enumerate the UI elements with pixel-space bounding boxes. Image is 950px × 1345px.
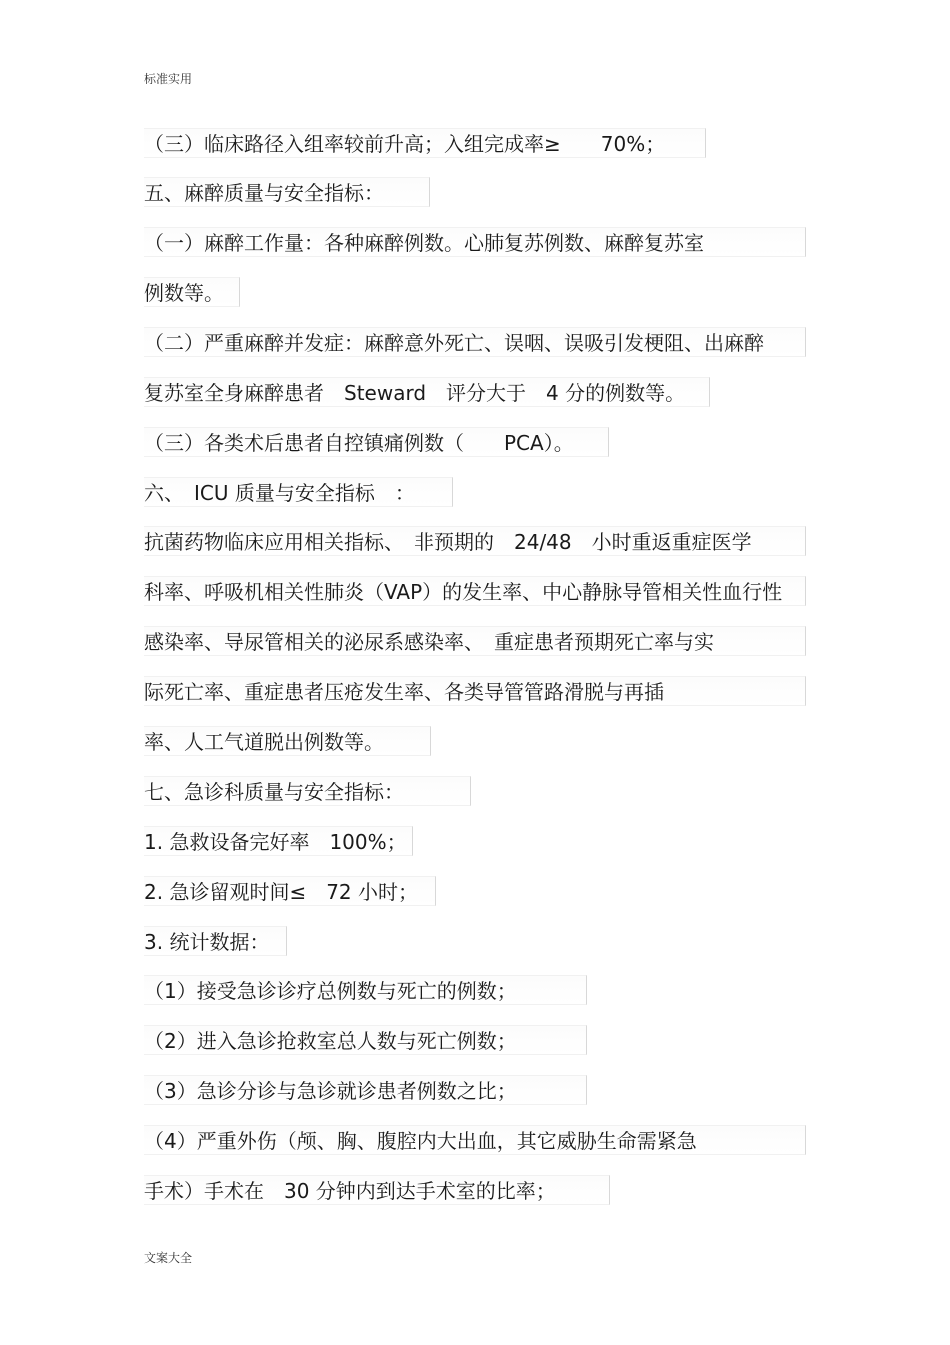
doc-line: 2. 急诊留观时间≤ 72 小时； (144, 876, 436, 906)
page-footer: 文案大全 (144, 1251, 193, 1265)
doc-line: （2）进入急诊抢救室总人数与死亡例数； (144, 1025, 587, 1055)
doc-line: 手术）手术在 30 分钟内到达手术室的比率； (144, 1175, 610, 1205)
doc-line: 际死亡率、重症患者压疮发生率、各类导管管路滑脱与再插 (144, 676, 806, 706)
doc-line: 抗菌药物临床应用相关指标、 非预期的 24/48 小时重返重症医学 (144, 526, 806, 556)
doc-line: 率、人工气道脱出例数等。 (144, 726, 431, 756)
doc-line: 例数等。 (144, 277, 240, 307)
doc-line: （二）严重麻醉并发症：麻醉意外死亡、误咽、误吸引发梗阻、出麻醉 (144, 327, 806, 357)
doc-line: （三）临床路径入组率较前升高；入组完成率≥ 70%； (144, 128, 706, 158)
section-heading: 五、麻醉质量与安全指标： (144, 177, 430, 207)
page-header: 标准实用 (144, 72, 193, 86)
doc-line: 1. 急救设备完好率 100%； (144, 826, 413, 856)
doc-line: （一）麻醉工作量：各种麻醉例数。心肺复苏例数、麻醉复苏室 (144, 227, 806, 257)
section-heading: 七、急诊科质量与安全指标： (144, 776, 471, 806)
doc-line: （1）接受急诊诊疗总例数与死亡的例数； (144, 975, 587, 1005)
doc-line: 复苏室全身麻醉患者 Steward 评分大于 4 分的例数等。 (144, 377, 710, 407)
section-heading: 六、 ICU 质量与安全指标 ： (144, 477, 453, 507)
doc-line: 科率、呼吸机相关性肺炎（VAP）的发生率、中心静脉导管相关性血行性 (144, 576, 806, 606)
doc-line: 3. 统计数据： (144, 926, 287, 956)
doc-line: （3）急诊分诊与急诊就诊患者例数之比； (144, 1075, 587, 1105)
doc-line: 感染率、导尿管相关的泌尿系感染率、 重症患者预期死亡率与实 (144, 626, 806, 656)
doc-line: （三）各类术后患者自控镇痛例数（ PCA）。 (144, 427, 609, 457)
doc-line: （4）严重外伤（颅、胸、腹腔内大出血，其它威胁生命需紧急 (144, 1125, 806, 1155)
